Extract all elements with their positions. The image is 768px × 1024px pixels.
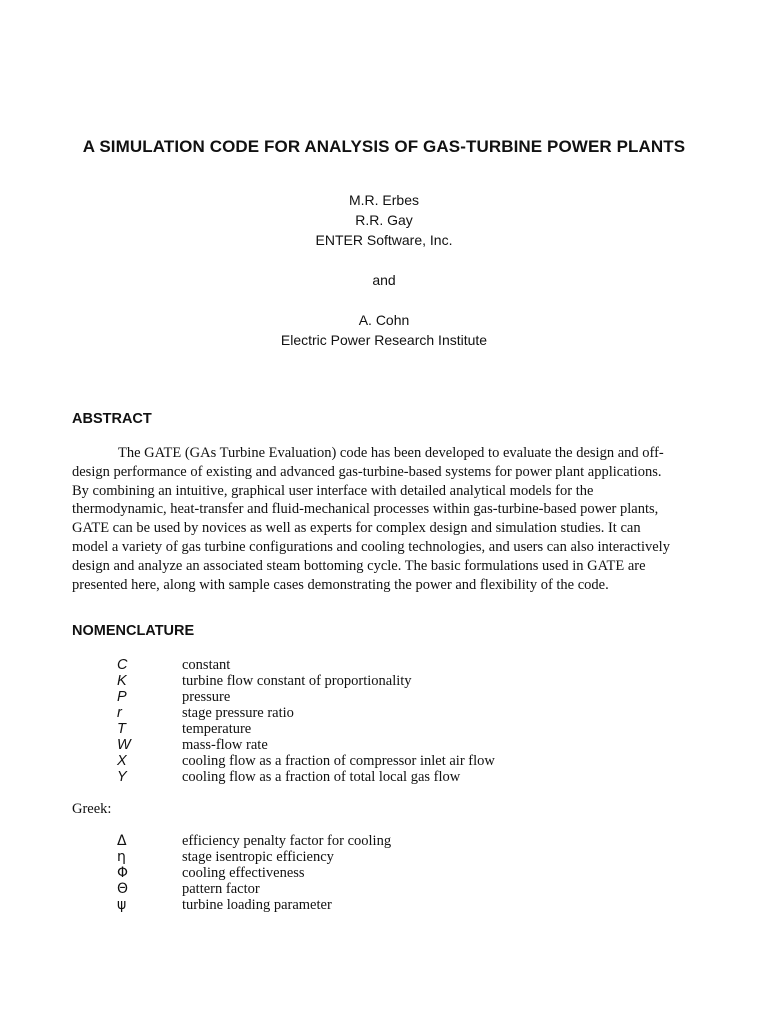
author-name: M.R. Erbes xyxy=(348,192,419,208)
author-affiliation: Electric Power Research Institute xyxy=(280,332,488,348)
greek-symbol: Θ xyxy=(117,881,129,897)
abstract-line: model a variety of gas turbine configurations and cooling technologies, and users can also interactively xyxy=(72,538,670,555)
greek-symbol: Δ xyxy=(117,833,127,849)
nomenclature-description: mass-flow rate xyxy=(182,737,268,753)
nomenclature-heading: NOMENCLATURE xyxy=(72,623,195,639)
nomenclature-symbol: Y xyxy=(117,769,127,785)
abstract-line: GATE can be used by novices as well as experts for complex design and simulation studies. It can xyxy=(72,520,641,537)
nomenclature-description: cooling flow as a fraction of total local gas flow xyxy=(182,769,461,785)
abstract-line: design and analyze an associated steam bottoming cycle. The basic formulations used in GATE are xyxy=(72,557,646,574)
abstract-line: The GATE (GAs Turbine Evaluation) code has been developed to evaluate the design and off- xyxy=(118,445,664,461)
author-conjunction: and xyxy=(372,272,396,288)
nomenclature-symbol: X xyxy=(117,753,127,769)
nomenclature-description: temperature xyxy=(182,721,252,737)
greek-description: turbine loading parameter xyxy=(182,897,332,913)
abstract-body xyxy=(72,444,708,594)
abstract-line: thermodynamic, heat-transfer and fluid-mechanical processes within gas-turbine-based power plants, xyxy=(72,501,659,518)
nomenclature-symbol: K xyxy=(117,673,127,689)
nomenclature-symbol: P xyxy=(117,689,127,705)
abstract-line: design performance of existing and advanced gas-turbine-based systems for power plant applications. xyxy=(72,463,662,480)
greek-description: cooling effectiveness xyxy=(182,865,305,881)
author-name: A. Cohn xyxy=(358,312,410,328)
nomenclature-description: pressure xyxy=(182,689,231,705)
nomenclature-description: turbine flow constant of proportionality xyxy=(182,673,412,689)
nomenclature-symbol: C xyxy=(117,657,128,673)
nomenclature-symbol: T xyxy=(117,721,126,737)
nomenclature-description: constant xyxy=(182,657,231,673)
greek-label: Greek: xyxy=(72,801,112,817)
author-affiliation: ENTER Software, Inc. xyxy=(315,232,453,248)
nomenclature-description: cooling flow as a fraction of compressor inlet air flow xyxy=(182,753,495,769)
author-name: R.R. Gay xyxy=(355,212,413,228)
greek-description: stage isentropic efficiency xyxy=(182,849,334,865)
nomenclature-symbol: W xyxy=(117,737,131,753)
greek-description: pattern factor xyxy=(182,881,260,897)
greek-description: efficiency penalty factor for cooling xyxy=(182,833,392,849)
greek-symbol: Φ xyxy=(117,865,129,881)
greek-symbol: η xyxy=(117,849,126,865)
abstract-line: presented here, along with sample cases demonstrating the power and flexibility of the code. xyxy=(72,576,609,593)
abstract-line: By combining an intuitive, graphical user interface with detailed analytical models for the xyxy=(72,482,594,499)
nomenclature-description: stage pressure ratio xyxy=(182,705,294,721)
greek-symbol: ψ xyxy=(117,897,127,913)
paper-title: A SIMULATION CODE FOR ANALYSIS OF GAS-TURBINE POWER PLANTS xyxy=(82,137,686,156)
nomenclature-symbol: r xyxy=(117,705,122,721)
abstract-heading: ABSTRACT xyxy=(72,411,152,427)
